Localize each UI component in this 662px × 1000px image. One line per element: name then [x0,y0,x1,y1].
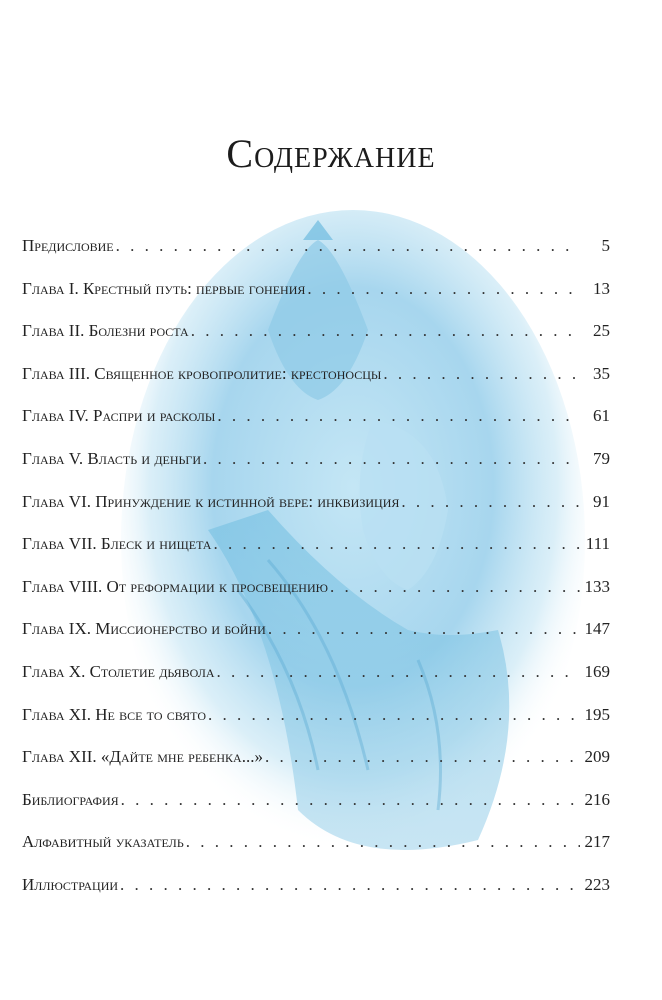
toc-entry-page: 91 [593,491,610,511]
toc-entry-label: Глава V. Власть и деньги [22,448,201,468]
toc-entry[interactable] [22,747,610,790]
toc-leader-dots [191,321,580,341]
toc-entry-label: Глава IX. Миссионерство и бойни [22,619,266,639]
toc-entry[interactable] [22,832,610,875]
toc-entry-label: Глава IV. Распри и расколы [22,406,216,426]
toc-leader-dots [217,662,580,682]
toc-entry[interactable] [22,406,610,449]
toc-entry-page: 25 [593,321,610,341]
toc-entry[interactable] [22,236,610,279]
toc-entry-label: Глава VII. Блеск и нищета [22,534,212,554]
toc-entry-page: 111 [585,534,610,554]
toc-entry-page: 147 [584,619,610,639]
toc-entry-label: Глава VI. Принуждение к истинной вере: инквизиция [22,491,400,511]
toc-entry-page: 61 [593,406,610,426]
page-title: Содержание [226,131,436,176]
toc-leader-dots [121,790,580,810]
toc-entry[interactable] [22,364,610,407]
toc-entry[interactable] [22,577,610,620]
toc-entry-label: Алфавитный указатель [22,832,184,852]
toc-entry-page: 79 [593,448,610,468]
toc-leader-dots [120,875,580,895]
toc-entry-label: Глава X. Столетие дьявола [22,661,215,681]
toc-leader-dots [265,747,580,767]
toc-entry-page: 35 [593,363,610,383]
table-of-contents [22,236,610,918]
toc-entry-label: Библиография [22,789,119,809]
toc-entry[interactable] [22,492,610,535]
toc-entry-label: Глава XII. «Дайте мне ребенка...» [22,747,263,767]
toc-leader-dots [186,832,580,852]
toc-entry-page: 5 [601,236,610,255]
toc-leader-dots [203,449,580,469]
toc-entry-page: 217 [584,832,610,852]
toc-entry-page: 209 [584,747,610,767]
toc-entry-label: Глава II. Болезни роста [22,321,189,341]
toc-entry[interactable] [22,662,610,705]
toc-entry-page: 169 [584,661,610,681]
toc-leader-dots [383,364,580,384]
toc-entry-label: Предисловие [22,236,114,255]
toc-entry[interactable] [22,534,610,577]
toc-entry-label: Глава XI. Не все то свято [22,704,207,724]
toc-entry-page: 223 [584,874,610,894]
toc-leader-dots [307,279,580,299]
toc-entry[interactable] [22,619,610,662]
toc-leader-dots [208,705,580,725]
toc-leader-dots [213,534,580,554]
toc-entry-page: 13 [593,278,610,298]
toc-leader-dots [268,619,580,639]
toc-leader-dots [401,492,580,512]
toc-entry-label: Глава VIII. От реформации к просвещению [22,576,328,596]
toc-entry-page: 216 [584,789,610,809]
toc-entry[interactable] [22,449,610,492]
toc-entry-label: Глава I. Крестный путь: первые гонения [22,278,306,298]
toc-entry-page: 195 [584,704,610,724]
toc-leader-dots [116,236,580,256]
toc-entry[interactable] [22,705,610,748]
toc-entry[interactable] [22,790,610,833]
toc-entry-page: 133 [584,576,610,596]
toc-entry-label: Иллюстрации [22,874,119,894]
toc-entry[interactable] [22,279,610,322]
toc-leader-dots [330,577,580,597]
toc-entry-label: Глава III. Священное кровопролитие: крестоносцы [22,363,382,383]
toc-entry[interactable] [22,875,610,918]
toc-leader-dots [217,406,580,426]
toc-entry[interactable] [22,321,610,364]
